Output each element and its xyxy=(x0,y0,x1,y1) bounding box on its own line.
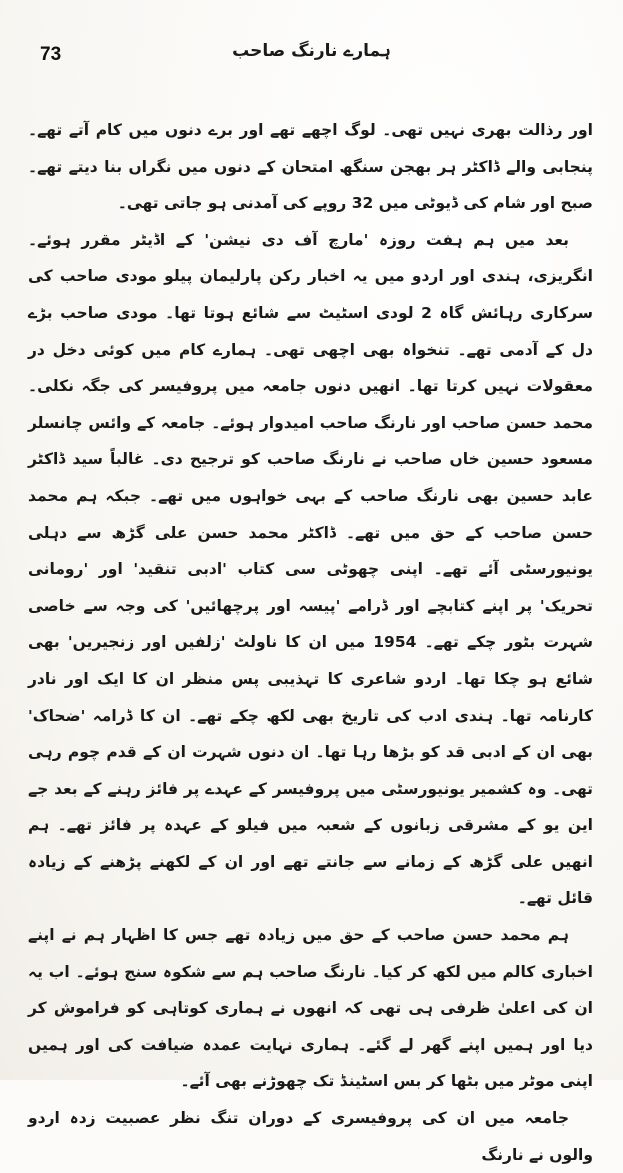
page-header xyxy=(40,40,583,80)
paragraph-4: جامعہ میں ان کی پروفیسری کے دوران تنگ نظر عصبیت زدہ اردو والوں نے نارنگ xyxy=(28,1109,593,1164)
paragraph-3: ہم محمد حسن صاحب کے حق میں زیادہ تھے جس کا اظہار ہم نے اپنے اخباری کالم میں لکھ کر کیا۔ نارنگ صاحب ہم سے شکوہ سنج ہوئے۔ اب یہ ان کی اعلیٰ ظرفی ہی تھی کہ انھوں نے ہماری کوتاہی کو فراموش کر دیا اور ہمیں اپنے گھر لے گئے۔ ہماری نہایت عمدہ ضیافت کی اور ہمیں اپنی موٹر میں بٹھا کر بس اسٹینڈ تک چھوڑنے بھی آئے۔ xyxy=(28,926,593,1091)
body-text xyxy=(28,112,593,1173)
paragraph-2: بعد میں ہم ہفت روزہ 'مارچ آف دی نیشن' کے اڈیٹر مقرر ہوئے۔ انگریزی، ہندی اور اردو میں یہ اخبار رکن پارلیمان پیلو مودی صاحب کی سرکاری رہائش گاہ 2 لودی اسٹیٹ سے شائع ہوتا تھا۔ مودی صاحب بڑے دل کے آدمی تھے۔ تنخواہ بھی اچھی تھی۔ ہمارے کام میں کوئی دخل در معقولات نہیں کرتا تھا۔ انھیں دنوں جامعہ میں پروفیسر کی جگہ نکلی۔ محمد حسن صاحب اور نارنگ صاحب امیدوار ہوئے۔ جامعہ کے وائس چانسلر مسعود حسین خاں صاحب نے نارنگ صاحب کو ترجیح دی۔ غالباً سید ڈاکٹر عابد حسین بھی نارنگ صاحب کے بہی خواہوں میں تھے۔ جبکہ ہم محمد حسن صاحب کے حق میں تھے۔ ڈاکٹر محمد حسن علی گڑھ سے دہلی یونیورسٹی آئے تھے۔ اپنی چھوٹی سی کتاب 'ادبی تنقید' اور 'رومانی تحریک' پر اپنے کتابچے اور ڈرامے 'پیسہ اور پرچھائیں' کی وجہ سے خاصی شہرت بٹور چکے تھے۔ 1954 میں ان کا ناولٹ 'زلفیں اور زنجیریں' بھی شائع ہو چکا تھا۔ اردو شاعری کا تہذیبی پس منظر ان کا ایک اور نادر کارنامہ تھا۔ ہندی ادب کی تاریخ بھی لکھ چکے تھے۔ ان کا ڈرامہ 'ضحاک' بھی ان کے ادبی قد کو بڑھا رہا تھا۔ ان دنوں شہرت ان کے قدم چوم رہی تھی۔ وہ کشمیر یونیورسٹی میں پروفیسر کے عہدے پر فائز رہنے کے بعد جے این یو کے مشرقی زبانوں کے شعبہ میں فیلو کے عہدہ پر فائز تھے۔ ہم انھیں علی گڑھ کے زمانے سے جانتے تھے اور ان کے لکھنے پڑھنے کے زیادہ قائل تھے۔ xyxy=(28,230,594,908)
paragraph-1: اور رذالت بھری نہیں تھی۔ لوگ اچھے تھے اور برے دنوں میں کام آتے تھے۔ پنجابی والے ڈاکٹر ہر بھجن سنگھ امتحان کے دنوں میں نگراں بنا دیتے تھے۔ صبح اور شام کی ڈیوٹی میں 32 روپے کی آمدنی ہو جاتی تھی۔ xyxy=(28,121,593,213)
running-title: ہمارے نارنگ صاحب xyxy=(232,41,391,61)
page-number: 73 xyxy=(40,44,62,65)
